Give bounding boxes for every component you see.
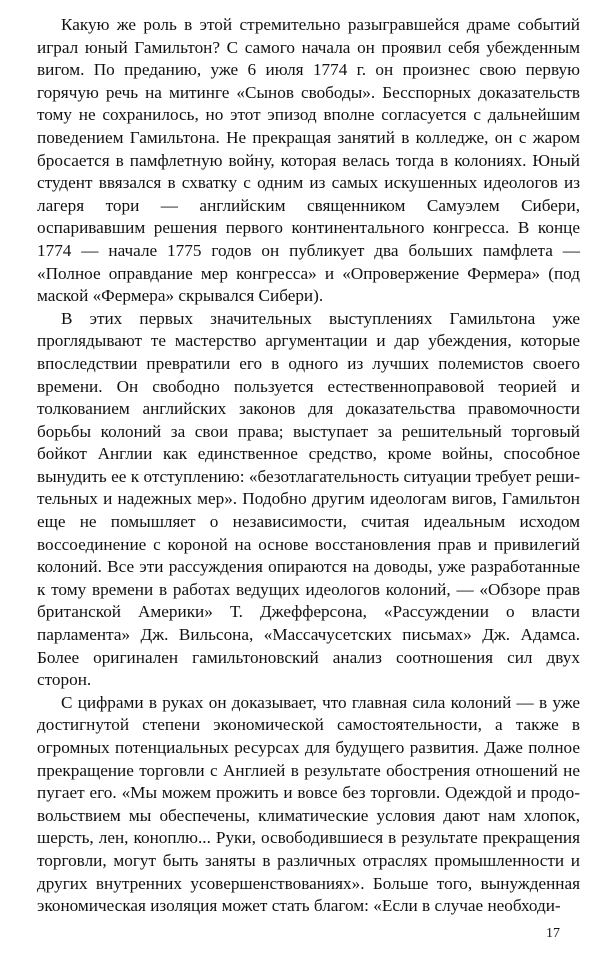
paragraph-2: В этих первых значительных выступлениях Гамильтона уже проглядывают те мастерство аргументации и дар убеждения, которые впоследствии превратили его в одного из лучших полемистов своего времени. Он свободно пользуется естественноправовой теорией и толкованием английских законов для доказательства правомочности борьбы колоний за свои права; выступает за решительный торговый бойкот Англии как единственное средство, кроме войны, способное вынудить ее к отступлению: «безотлагательность ситуации требует решительных и надежных мер». Подобно другим идеологам вигов, Гамильтон еще не помышляет о независимости, считая идеальным исходом воссоединение с короной на основе восстановления прав и привилегий колоний. Все эти рассуждения опираются на доводы, уже разработанные к тому времени в работах ведущих идеологов колоний, — «Обзоре прав британской Америки» Т. Джефферсона, «Рассуждении о власти парламента» Дж. Вильсона, «Массачусетских письмах» Дж. Адамса. Более оригинален гамильтоновский анализ соотношения сил двух сторон. xyxy=(37,308,580,690)
paragraph-3: С цифрами в руках он доказывает, что главная сила колоний — в уже достигнутой степени экономической самостоятельности, а также в огромных потенциальных ресурсах для будущего развития. Даже полное прекращение торговли с Англией в результате обострения отношений не пугает его. «Мы можем прожить и вовсе без торговли. Одеждой и продовольствием мы обеспечены, климатические условия дают нам хлопок, шерсть, лен, коноплю... Руки, освободившиеся в результате прекращения торговли, могут быть заняты в различных отраслях промышленности и других внутренних усовершенствованиях». Больше того, вынужденная экономическая изоляция может стать благом: «Если в случае необходи- xyxy=(37,692,580,916)
page-number: 17 xyxy=(546,926,560,941)
page-body xyxy=(37,14,580,918)
paragraph-1: Какую же роль в этой стремительно разыгравшейся драме событий играл юный Гамильтон? С самого начала он проявил себя убежденным вигом. По преданию, уже 6 июля 1774 г. он произнес свою первую горячую речь на митинге «Сынов свободы». Бесспорных доказательств тому не сохранилось, но этот эпизод вполне согласуется с дальнейшим поведением Гамильтона. Не прекращая занятий в колледже, он с жаром бросается в памфлетную войну, которая велась тогда в колониях. Юный студент ввязался в схватку с одним из самых искушенных идеологов из лагеря тори — английским священником Самуэлем Сибери, оспаривавшим решения первого континентального конгресса. В конце 1774 — начале 1775 годов он публикует два больших памфлета — «Полное оправдание мер конгресса» и «Опровержение Фермера» (под маской «Фермера» скрывался Сибери). xyxy=(37,15,580,306)
